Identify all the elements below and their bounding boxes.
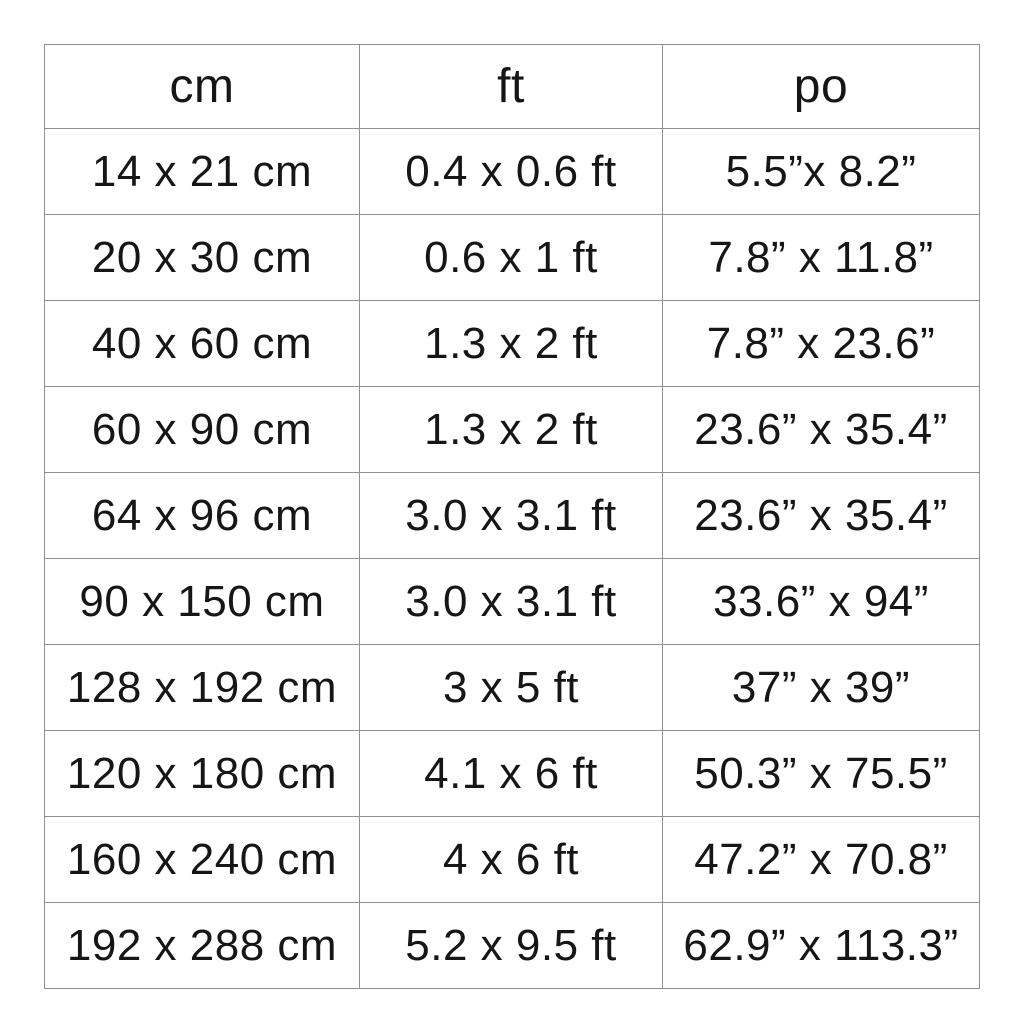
cell-cm: 192 x 288 cm xyxy=(45,903,360,989)
cell-cm: 90 x 150 cm xyxy=(45,559,360,645)
cell-po: 62.9” x 113.3” xyxy=(663,903,980,989)
table-row xyxy=(45,387,980,473)
size-conversion-table xyxy=(44,44,980,989)
cell-po: 47.2” x 70.8” xyxy=(663,817,980,903)
table-row xyxy=(45,559,980,645)
cell-cm: 40 x 60 cm xyxy=(45,301,360,387)
cell-po: 5.5”x 8.2” xyxy=(663,129,980,215)
cell-po: 7.8” x 23.6” xyxy=(663,301,980,387)
cell-cm: 60 x 90 cm xyxy=(45,387,360,473)
cell-po: 37” x 39” xyxy=(663,645,980,731)
cell-ft: 3 x 5 ft xyxy=(360,645,663,731)
cell-ft: 5.2 x 9.5 ft xyxy=(360,903,663,989)
column-header-ft: ft xyxy=(360,45,663,129)
table-body xyxy=(45,129,980,989)
cell-ft: 1.3 x 2 ft xyxy=(360,387,663,473)
cell-ft: 4 x 6 ft xyxy=(360,817,663,903)
cell-cm: 20 x 30 cm xyxy=(45,215,360,301)
cell-ft: 1.3 x 2 ft xyxy=(360,301,663,387)
table-row xyxy=(45,215,980,301)
cell-cm: 14 x 21 cm xyxy=(45,129,360,215)
cell-cm: 160 x 240 cm xyxy=(45,817,360,903)
cell-po: 23.6” x 35.4” xyxy=(663,387,980,473)
cell-ft: 0.6 x 1 ft xyxy=(360,215,663,301)
table-row xyxy=(45,473,980,559)
table-row xyxy=(45,301,980,387)
table-header-row xyxy=(45,45,980,129)
table-row xyxy=(45,645,980,731)
table-row xyxy=(45,731,980,817)
column-header-cm: cm xyxy=(45,45,360,129)
table-row xyxy=(45,903,980,989)
table-row xyxy=(45,817,980,903)
cell-cm: 128 x 192 cm xyxy=(45,645,360,731)
cell-ft: 0.4 x 0.6 ft xyxy=(360,129,663,215)
size-conversion-table-container xyxy=(44,44,979,977)
cell-cm: 64 x 96 cm xyxy=(45,473,360,559)
column-header-po: po xyxy=(663,45,980,129)
cell-po: 23.6” x 35.4” xyxy=(663,473,980,559)
cell-ft: 3.0 x 3.1 ft xyxy=(360,559,663,645)
cell-ft: 3.0 x 3.1 ft xyxy=(360,473,663,559)
cell-po: 7.8” x 11.8” xyxy=(663,215,980,301)
cell-po: 33.6” x 94” xyxy=(663,559,980,645)
table-row xyxy=(45,129,980,215)
cell-po: 50.3” x 75.5” xyxy=(663,731,980,817)
cell-ft: 4.1 x 6 ft xyxy=(360,731,663,817)
cell-cm: 120 x 180 cm xyxy=(45,731,360,817)
